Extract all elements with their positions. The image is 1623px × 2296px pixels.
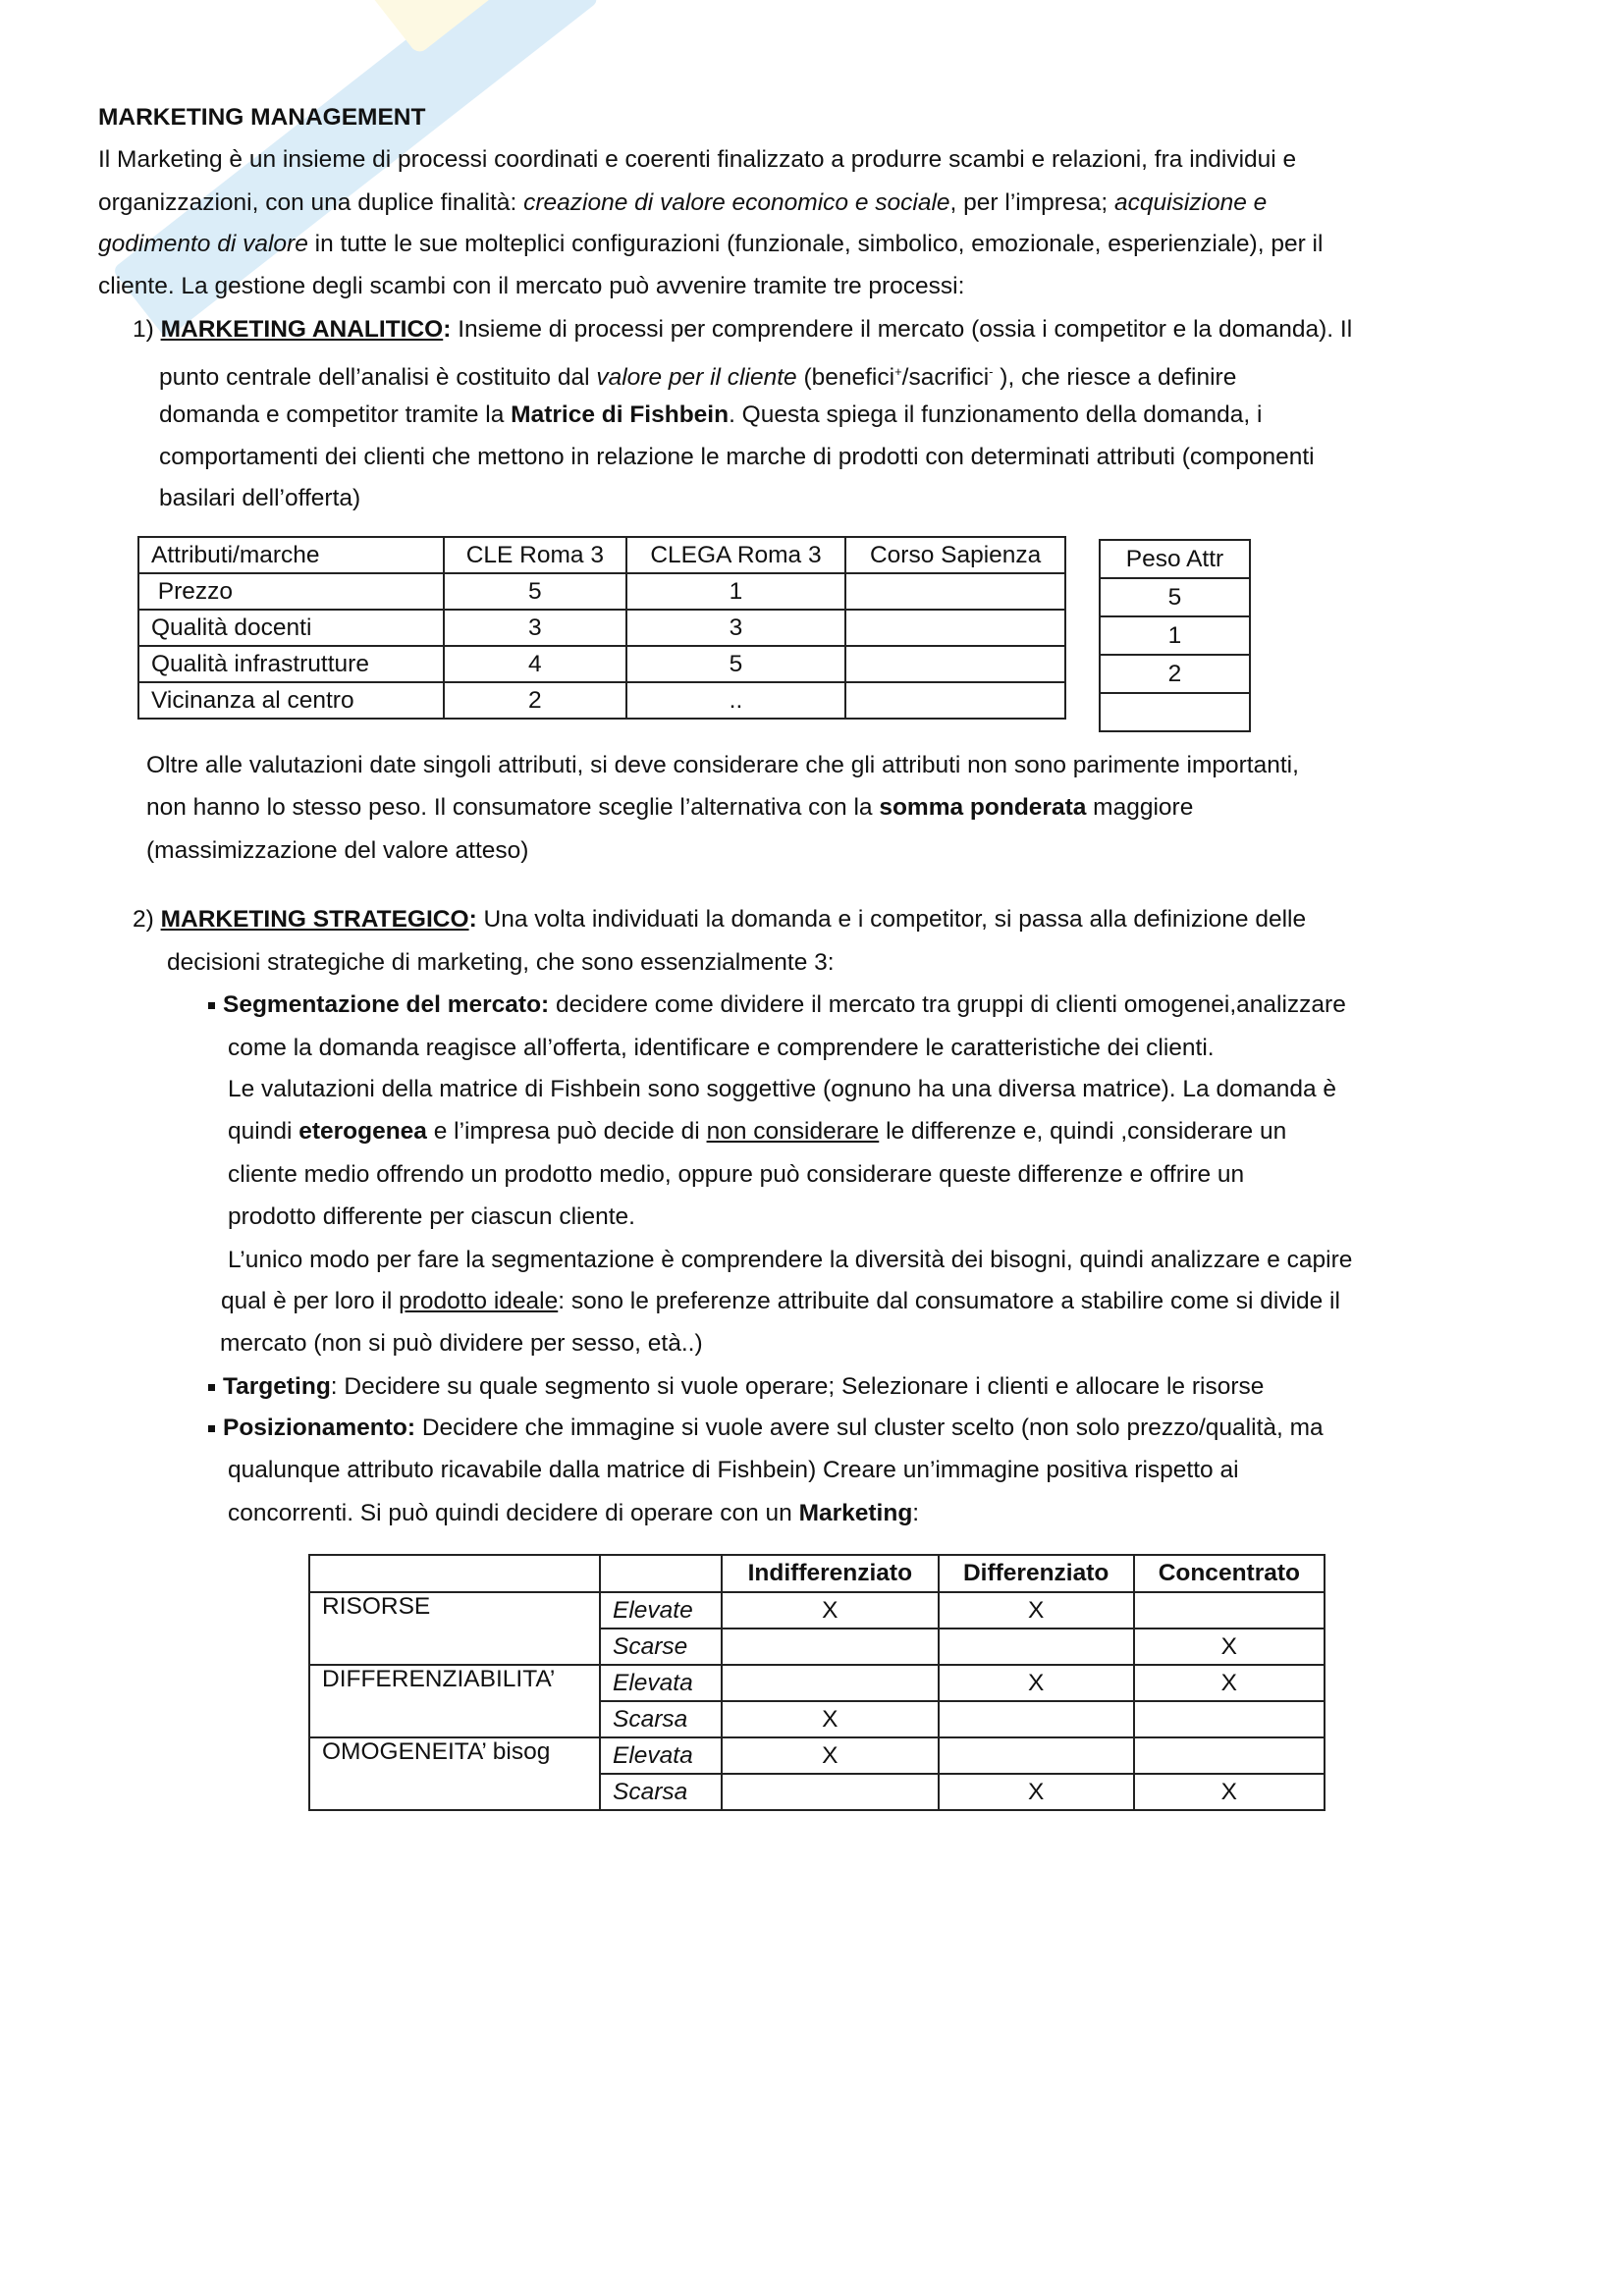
text-line: punto centrale dell’analisi è costituito dal valore per il cliente (benefici+/sacrifici- ), che riesce a definire [159, 364, 1237, 392]
text-line: L’unico modo per fare la segmentazione è comprendere la diversità dei bisogni, quindi analizzare e capire [228, 1247, 1353, 1273]
cell [722, 1665, 939, 1701]
cell: 2 [1100, 655, 1250, 693]
header-cell: Corso Sapienza [845, 537, 1065, 573]
table-header-row [138, 537, 1065, 573]
group-label: DIFFERENZIABILITA’ [309, 1665, 600, 1737]
cell [845, 682, 1065, 719]
text-line: Il Marketing è un insieme di processi coordinati e coerenti finalizzato a produrre scambi e relazioni, fra individui e [98, 146, 1297, 173]
header-cell: Concentrato [1134, 1555, 1325, 1592]
bullet-segmentazione: Segmentazione del mercato: decidere come dividere il mercato tra gruppi di clienti omogenei,analizzare [208, 984, 1346, 1027]
table-row [138, 610, 1065, 646]
header-cell: CLEGA Roma 3 [626, 537, 846, 573]
text-line: qualunque attributo ricavabile dalla matrice di Fishbein) Creare un’immagine positiva rispetto ai [228, 1457, 1239, 1483]
cell: Qualità infrastrutture [138, 646, 444, 682]
cell: X [1134, 1774, 1325, 1810]
bullet-targeting: Targeting: Decidere su quale segmento si vuole operare; Selezionare i clienti e allocare le risorse [208, 1365, 1264, 1409]
cell [939, 1737, 1134, 1774]
text-line: 1) MARKETING ANALITICO: Insieme di processi per comprendere il mercato (ossia i competitor e la domanda). Il [133, 316, 1353, 343]
text-line: basilari dell’offerta) [159, 485, 361, 511]
peso-attributi-table [1099, 539, 1251, 732]
text-line: non hanno lo stesso peso. Il consumatore sceglie l’alternativa con la somma ponderata maggiore [146, 794, 1194, 821]
cell: X [1134, 1665, 1325, 1701]
table-row: DIFFERENZIABILITA’ Elevata X X [309, 1665, 1325, 1701]
text-line: cliente. La gestione degli scambi con il mercato può avvenire tramite tre processi: [98, 273, 965, 299]
cell: 3 [626, 610, 846, 646]
header-cell: Indifferenziato [722, 1555, 939, 1592]
table-row [138, 573, 1065, 610]
marketing-strategy-table [308, 1554, 1325, 1811]
section-heading: MARKETING ANALITICO [160, 316, 444, 343]
text-line: comportamenti dei clienti che mettono in relazione le marche di prodotti con determinati attributi (componenti [159, 444, 1315, 470]
cell: X [722, 1592, 939, 1629]
cell: Prezzo [138, 573, 444, 610]
text-line: (massimizzazione del valore atteso) [146, 837, 529, 864]
table-row [138, 646, 1065, 682]
cell [1134, 1737, 1325, 1774]
text-line: quindi eterogenea e l’impresa può decide di non considerare le differenze e, quindi ,considerare un [228, 1118, 1287, 1145]
bullet-icon [208, 1002, 215, 1009]
cell: .. [626, 682, 846, 719]
cell: X [722, 1701, 939, 1737]
header-cell: Attributi/marche [138, 537, 444, 573]
cell: Vicinanza al centro [138, 682, 444, 719]
cell [845, 646, 1065, 682]
table-header-row [309, 1555, 1325, 1592]
cell [1134, 1592, 1325, 1629]
cell: 5 [444, 573, 626, 610]
text-line: qual è per loro il prodotto ideale: sono le preferenze attribuite dal consumatore a stabilire come si divide il [221, 1288, 1340, 1314]
text-line: Le valutazioni della matrice di Fishbein sono soggettive (ognuno ha una diversa matrice). La domanda è [228, 1076, 1337, 1102]
cell [939, 1701, 1134, 1737]
header-cell [600, 1555, 722, 1592]
header-cell: Differenziato [939, 1555, 1134, 1592]
group-label: OMOGENEITA’ bisog [309, 1737, 600, 1810]
text-line: concorrenti. Si può quindi decidere di operare con un Marketing: [228, 1500, 920, 1526]
table-row: Scarse X [309, 1629, 1325, 1665]
header-cell [309, 1555, 600, 1592]
cell: Qualità docenti [138, 610, 444, 646]
group-label: RISORSE [309, 1592, 600, 1665]
cell [1100, 693, 1250, 731]
text-line: Oltre alle valutazioni date singoli attributi, si deve considerare che gli attributi non sono parimente importanti, [146, 752, 1299, 778]
fishbein-table [137, 536, 1066, 720]
cell [845, 573, 1065, 610]
text-line: prodotto differente per ciascun cliente. [228, 1203, 635, 1230]
cell: X [939, 1592, 1134, 1629]
table-row [138, 682, 1065, 719]
text-line: cliente medio offrendo un prodotto medio, oppure può considerare queste differenze e offrire un [228, 1161, 1245, 1188]
cell: X [1134, 1629, 1325, 1665]
header-cell: CLE Roma 3 [444, 537, 626, 573]
bullet-icon [208, 1384, 215, 1391]
table-row: RISORSE Elevate X X [309, 1592, 1325, 1629]
text-line: organizzazioni, con una duplice finalità: creazione di valore economico e sociale, per l’impresa; acquisizione e [98, 189, 1268, 216]
cell [722, 1629, 939, 1665]
text-line: domanda e competitor tramite la Matrice di Fishbein. Questa spiega il funzionamento della domanda, i [159, 401, 1263, 428]
text-line: godimento di valore in tutte le sue molteplici configurazioni (funzionale, simbolico, emozionale, esperienziale), per il [98, 231, 1324, 257]
cell: X [939, 1665, 1134, 1701]
bullet-posizionamento: Posizionamento: Decidere che immagine si vuole avere sul cluster scelto (non solo prezzo/qualità, ma [208, 1407, 1324, 1450]
text-line: mercato (non si può dividere per sesso, età..) [220, 1330, 703, 1357]
cell: X [722, 1737, 939, 1774]
cell: 4 [444, 646, 626, 682]
cell: 3 [444, 610, 626, 646]
text-line: 2) MARKETING STRATEGICO: Una volta individuati la domanda e i competitor, si passa alla definizione delle [133, 906, 1307, 933]
text-line: decisioni strategiche di marketing, che sono essenzialmente 3: [167, 949, 835, 976]
cell: X [939, 1774, 1134, 1810]
bullet-icon [208, 1425, 215, 1432]
header-cell: Peso Attr [1100, 540, 1250, 578]
cell [1134, 1701, 1325, 1737]
cell: 5 [1100, 578, 1250, 616]
cell: 2 [444, 682, 626, 719]
cell [722, 1774, 939, 1810]
cell: 1 [626, 573, 846, 610]
text-line: come la domanda reagisce all’offerta, identificare e comprendere le caratteristiche dei clienti. [228, 1035, 1215, 1061]
section-heading: MARKETING STRATEGICO [160, 906, 469, 933]
cell [845, 610, 1065, 646]
page-title: MARKETING MANAGEMENT [98, 104, 426, 131]
cell [939, 1629, 1134, 1665]
table-row: Scarsa X [309, 1701, 1325, 1737]
cell: 5 [626, 646, 846, 682]
cell: 1 [1100, 616, 1250, 655]
table-row: Scarsa X X [309, 1774, 1325, 1810]
table-row: OMOGENEITA’ bisog Elevata X [309, 1737, 1325, 1774]
